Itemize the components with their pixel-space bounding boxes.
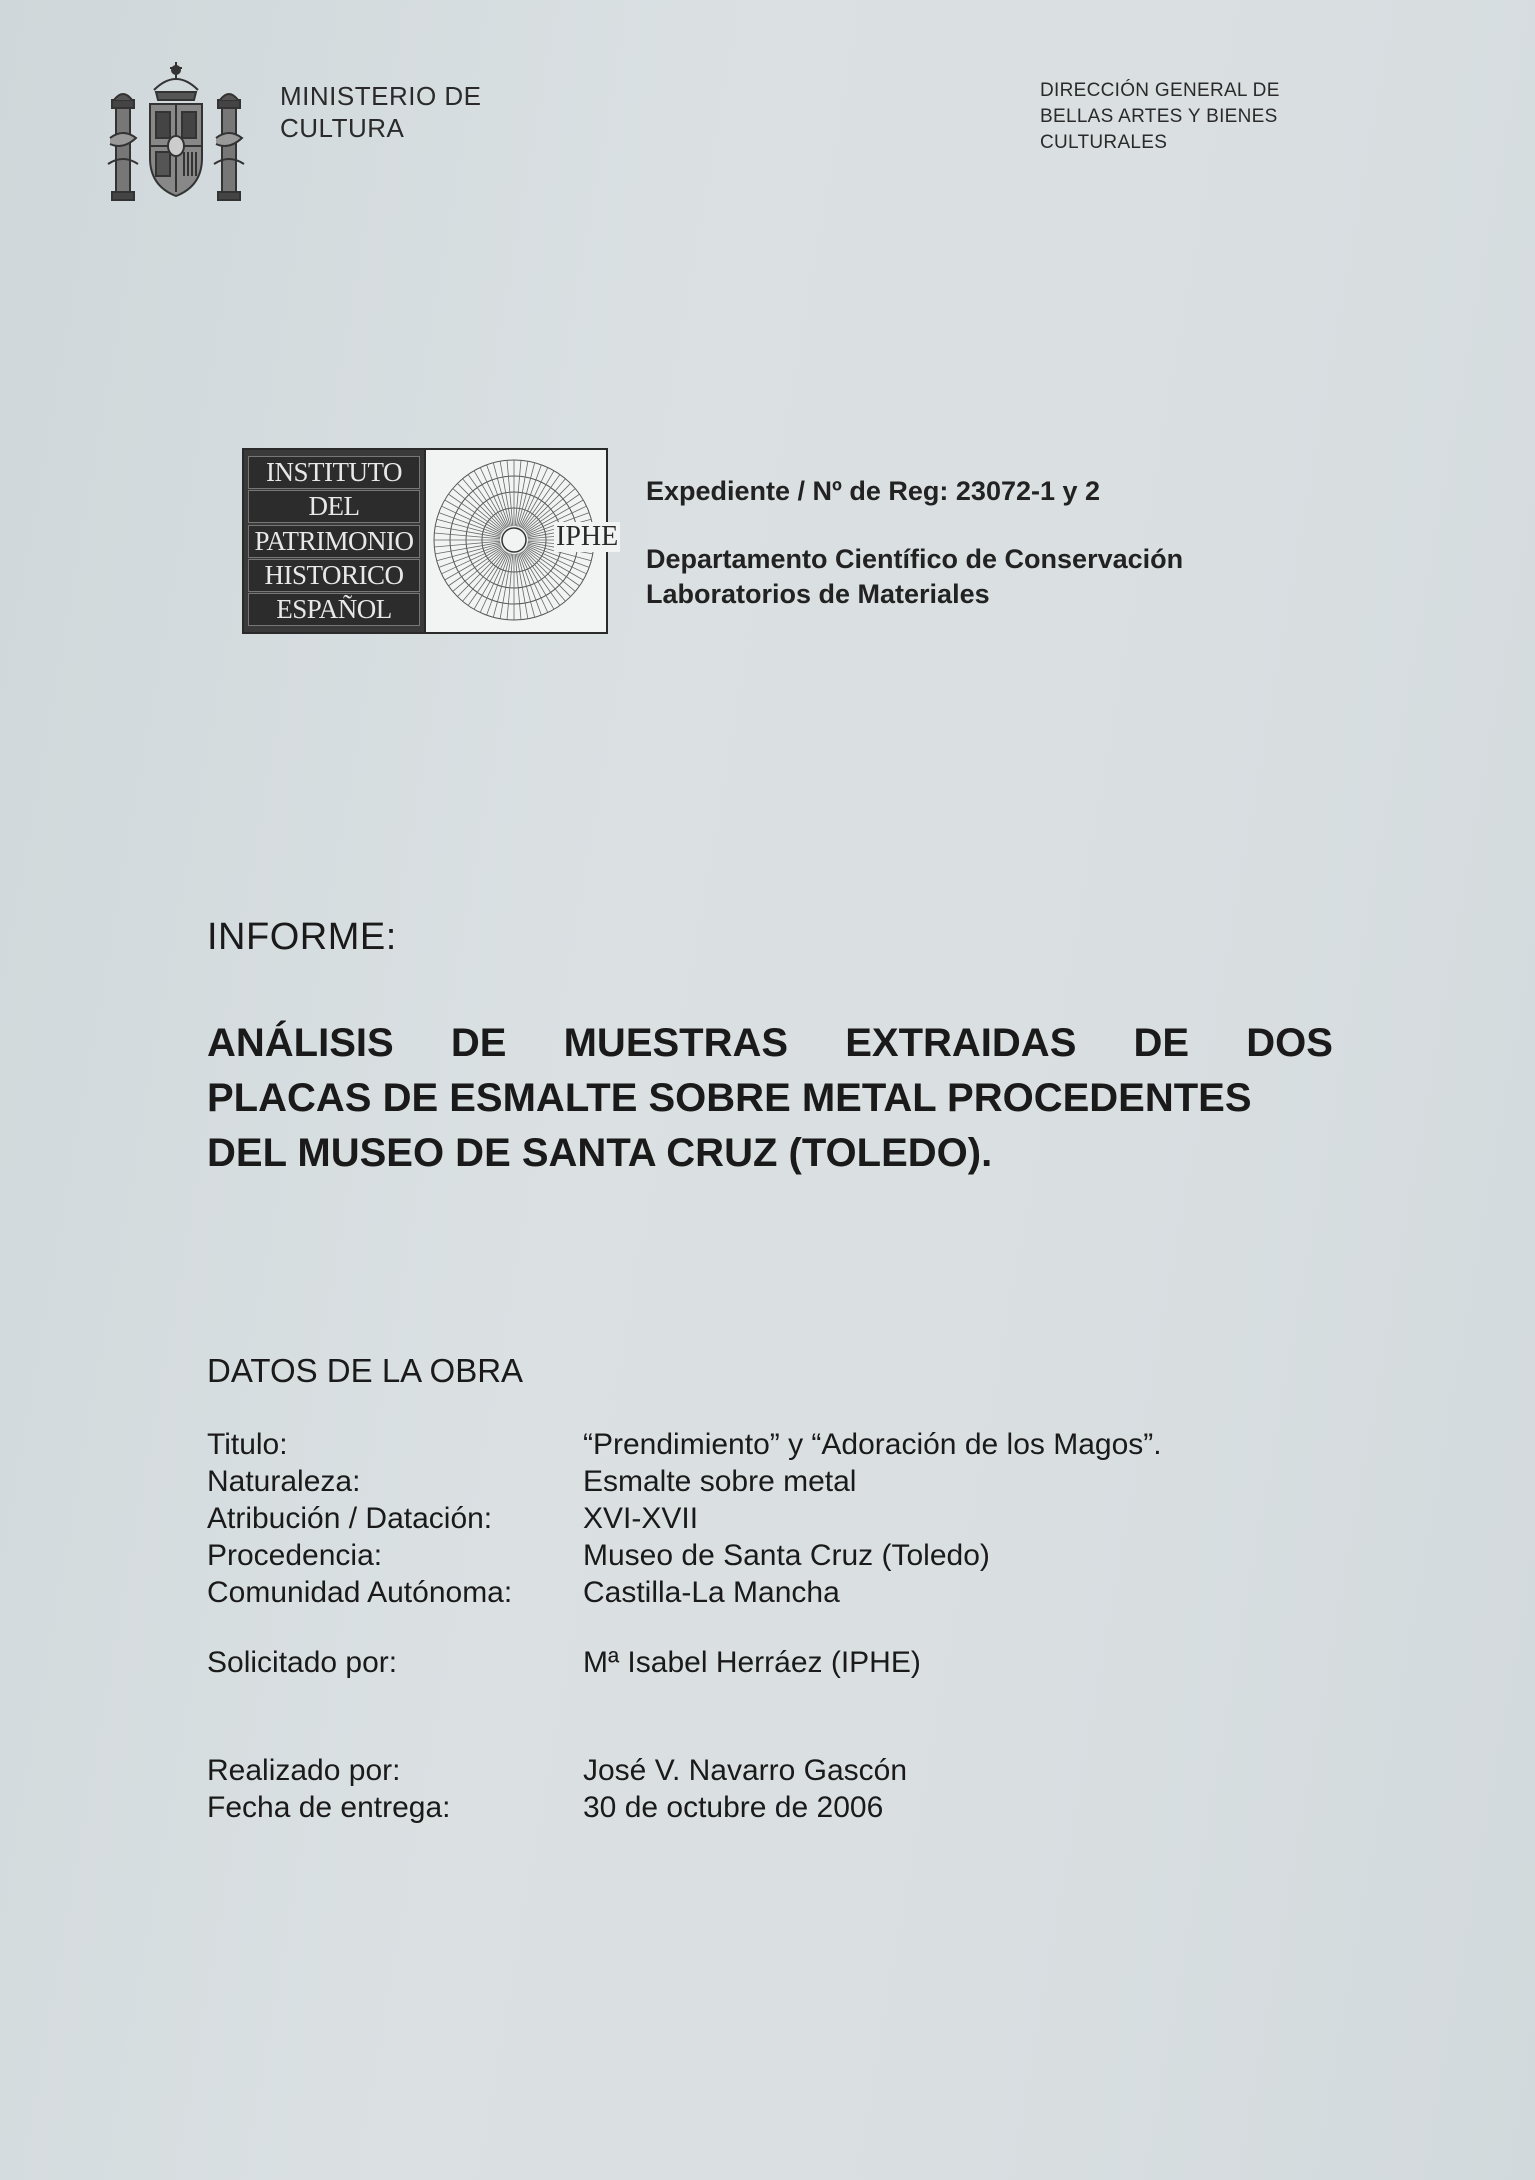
coat-of-arms-icon <box>106 58 246 208</box>
ministry-line: MINISTERIO DE <box>280 81 482 111</box>
ministry-line: CULTURA <box>280 113 405 143</box>
iphe-logo-line: PATRIMONIO <box>248 525 420 558</box>
iphe-logo-line: INSTITUTO <box>248 456 420 489</box>
datos-value: José V. Navarro Gascón <box>583 1754 908 1787</box>
report-label: INFORME: <box>207 916 397 958</box>
title-word: DE <box>450 1021 507 1065</box>
datos-value: “Prendimiento” y “Adoración de los Magos”. <box>583 1428 1162 1461</box>
title-word: EXTRAIDAS <box>845 1021 1077 1065</box>
datos-label: Fecha de entrega: <box>207 1791 451 1824</box>
direction-line: BELLAS ARTES Y BIENES <box>1040 106 1278 127</box>
expediente-number: Expediente / Nº de Reg: 23072-1 y 2 <box>646 476 1101 506</box>
iphe-logo-line: HISTORICO <box>248 559 420 592</box>
report-title-line <box>207 1016 1333 1071</box>
title-word: MUESTRAS <box>563 1021 789 1065</box>
title-word: ANÁLISIS <box>207 1021 394 1065</box>
datos-value: Mª Isabel Herráez (IPHE) <box>583 1646 921 1679</box>
direction-line: DIRECCIÓN GENERAL DE <box>1040 80 1280 101</box>
datos-label: Procedencia: <box>207 1539 383 1572</box>
datos-value: XVI-XVII <box>583 1502 699 1535</box>
datos-label: Realizado por: <box>207 1754 401 1787</box>
datos-label: Atribución / Datación: <box>207 1502 493 1535</box>
department-line: Departamento Científico de Conservación <box>646 544 1184 574</box>
datos-label: Naturaleza: <box>207 1465 361 1498</box>
iphe-logo-line: ESPAÑOL <box>248 593 420 626</box>
direction-general-name <box>1040 78 1280 156</box>
department-name <box>646 542 1183 612</box>
datos-value: Esmalte sobre metal <box>583 1465 857 1498</box>
datos-label: Titulo: <box>207 1428 288 1461</box>
report-title <box>207 1016 1333 1181</box>
iphe-acronym: IPHE <box>556 521 619 552</box>
department-line: Laboratorios de Materiales <box>646 579 990 609</box>
ministry-name <box>280 80 482 144</box>
datos-value: Museo de Santa Cruz (Toledo) <box>583 1539 990 1572</box>
iphe-logo-line: DEL <box>248 490 420 523</box>
report-title-line: DEL MUSEO DE SANTA CRUZ (TOLEDO). <box>207 1131 993 1175</box>
datos-value: Castilla-La Mancha <box>583 1576 840 1609</box>
title-word: DE <box>1133 1021 1190 1065</box>
datos-label: Comunidad Autónoma: <box>207 1576 513 1609</box>
title-word: DOS <box>1246 1021 1333 1065</box>
direction-line: CULTURALES <box>1040 132 1168 153</box>
datos-value: 30 de octubre de 2006 <box>583 1791 884 1824</box>
report-title-line: PLACAS DE ESMALTE SOBRE METAL PROCEDENTES <box>207 1076 1252 1120</box>
iphe-logo-text <box>244 450 424 632</box>
datos-heading: DATOS DE LA OBRA <box>207 1352 524 1389</box>
datos-label: Solicitado por: <box>207 1646 398 1679</box>
iphe-logo <box>242 448 619 634</box>
iphe-emblem <box>424 450 619 632</box>
